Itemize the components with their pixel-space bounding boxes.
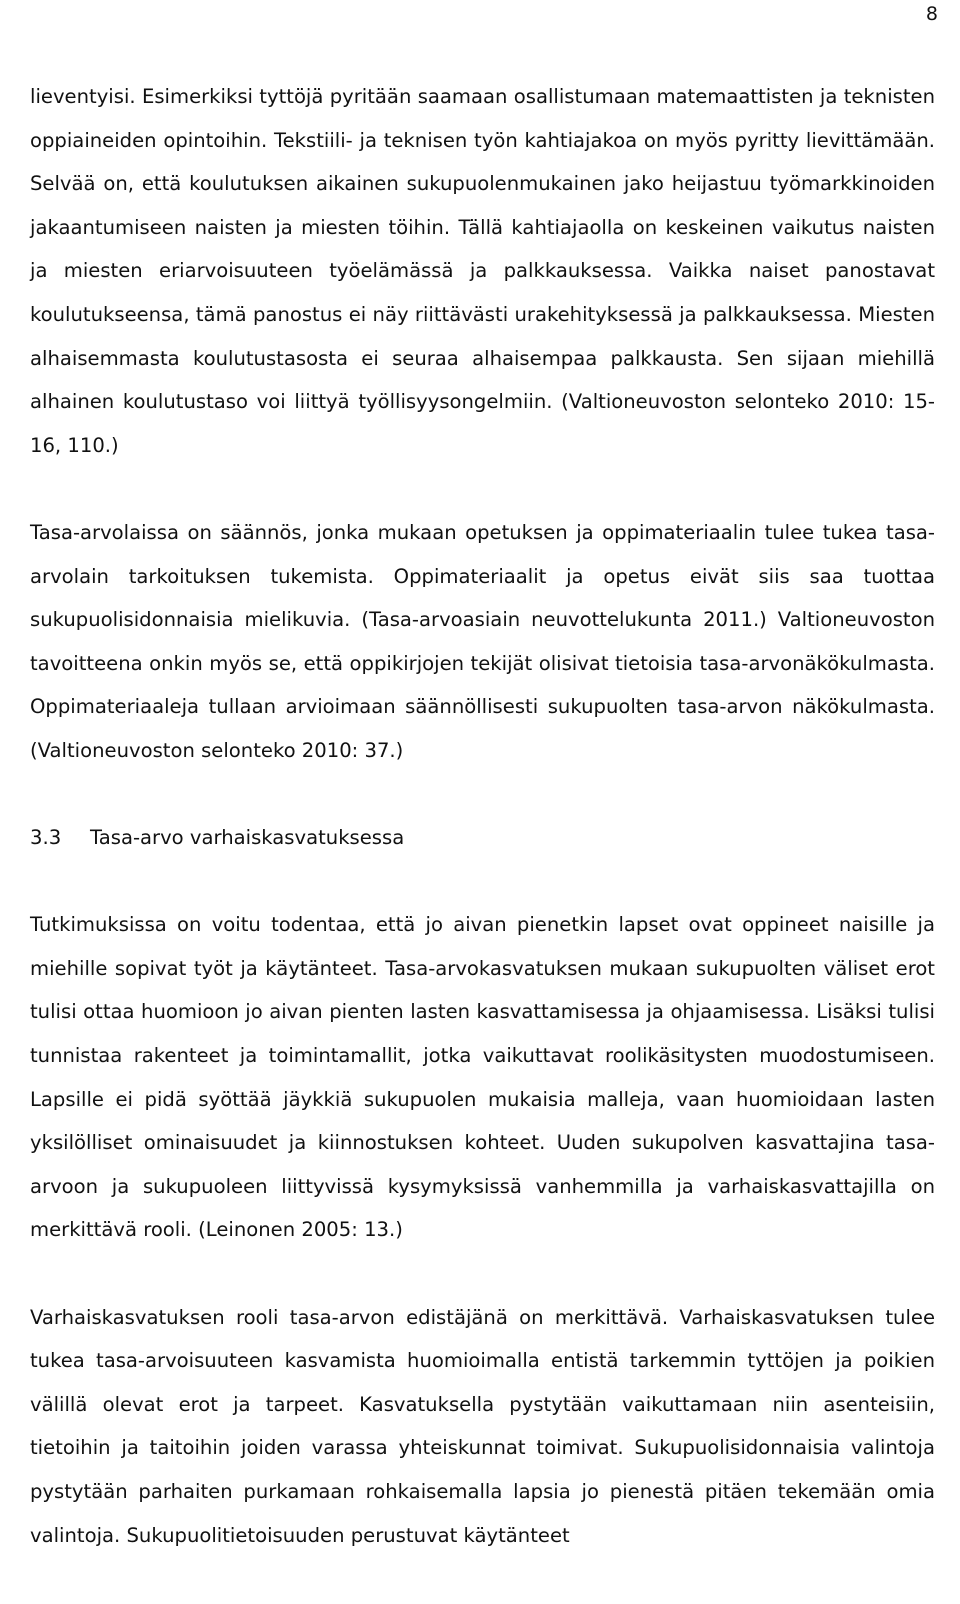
- section-number: 3.3: [30, 826, 62, 850]
- page-number: 8: [925, 3, 938, 25]
- paragraph-equality-law-materials: Tasa-arvolaissa on säännös, jonka mukaan opetuksen ja oppimateriaalin tulee tukea tasa-arvolain tarkoituksen tukemista. Oppimateriaalit ja opetus eivät siis saa tuottaa sukupuolisidonnaisia mielikuvia. (Tasa-arvoasiain neuvottelukunta 2011.) Valtioneuvoston tavoitteena onkin myös se, että oppikirjojen tekijät olisivat tietoisia tasa-arvonäkökulmasta. Oppimateriaaleja tullaan arvioimaan säännöllisesti sukupuolten tasa-arvon näkökulmasta. (Valtioneuvoston selonteko 2010: 37.): [30, 520, 935, 762]
- section-heading: [30, 816, 935, 860]
- paragraph-gap: [30, 467, 935, 511]
- paragraph-early-education-role: Varhaiskasvatuksen rooli tasa-arvon edistäjänä on merkittävä. Varhaiskasvatuksen tulee tukea tasa-arvoisuuteen kasvamista huomioimalla entistä tarkemmin tyttöjen ja poikien välillä olevat erot ja tarpeet. Kasvatuksella pystytään vaikuttamaan niin asenteisiin, tietoihin ja taitoihin joiden varassa yhteiskunnat toimivat. Sukupuolisidonnaisia valintoja pystytään parhaiten purkamaan rohkaisemalla lapsia jo pienestä pitäen tekemään omia valintoja. Sukupuolitietoisuuden perustuvat käytänteet: [30, 1305, 935, 1547]
- section-title: Tasa-arvo varhaiskasvatuksessa: [90, 826, 405, 850]
- document-body: [30, 75, 935, 1557]
- paragraph-gap: [30, 773, 935, 817]
- paragraph-gap: [30, 860, 935, 904]
- paragraph-research-children: Tutkimuksissa on voitu todentaa, että jo aivan pienetkin lapset ovat oppineet naisille ja miehille sopivat työt ja käytänteet. Tasa-arvokasvatuksen mukaan sukupuolten väliset erot tulisi ottaa huomioon jo aivan pienten lasten kasvattamisessa ja ohjaamisessa. Lisäksi tulisi tunnistaa rakenteet ja toimintamallit, jotka vaikuttavat roolikäsitysten muodostumiseen. Lapsille ei pidä syöttää jäykkiä sukupuolen mukaisia malleja, vaan huomioidaan lasten yksilölliset ominaisuudet ja kiinnostuksen kohteet. Uuden sukupolven kasvattajina tasa-arvoon ja sukupuoleen liittyvissä kysymyksissä vanhemmilla ja varhaiskasvattajilla on merkittävä rooli. (Leinonen 2005: 13.): [30, 913, 935, 1242]
- paragraph-gap: [30, 1252, 935, 1296]
- paragraph-gender-division-education: lieventyisi. Esimerkiksi tyttöjä pyritään saamaan osallistumaan matemaattisten ja teknisten oppiaineiden opintoihin. Tekstiili- ja teknisen työn kahtiajakoa on myös pyritty lievittämään. Selvää on, että koulutuksen aikainen sukupuolenmukainen jako heijastuu työmarkkinoiden jakaantumiseen naisten ja miesten töihin. Tällä kahtiajaolla on keskeinen vaikutus naisten ja miesten eriarvoisuuteen työelämässä ja palkkauksessa. Vaikka naiset panostavat koulutukseensa, tämä panostus ei näy riittävästi urakehityksessä ja palkkauksessa. Miesten alhaisemmasta koulutustasosta ei seuraa alhaisempaa palkkausta. Sen sijaan miehillä alhainen koulutustaso voi liittyä työllisyysongelmiin. (Valtioneuvoston selonteko 2010: 15-16, 110.): [30, 85, 935, 457]
